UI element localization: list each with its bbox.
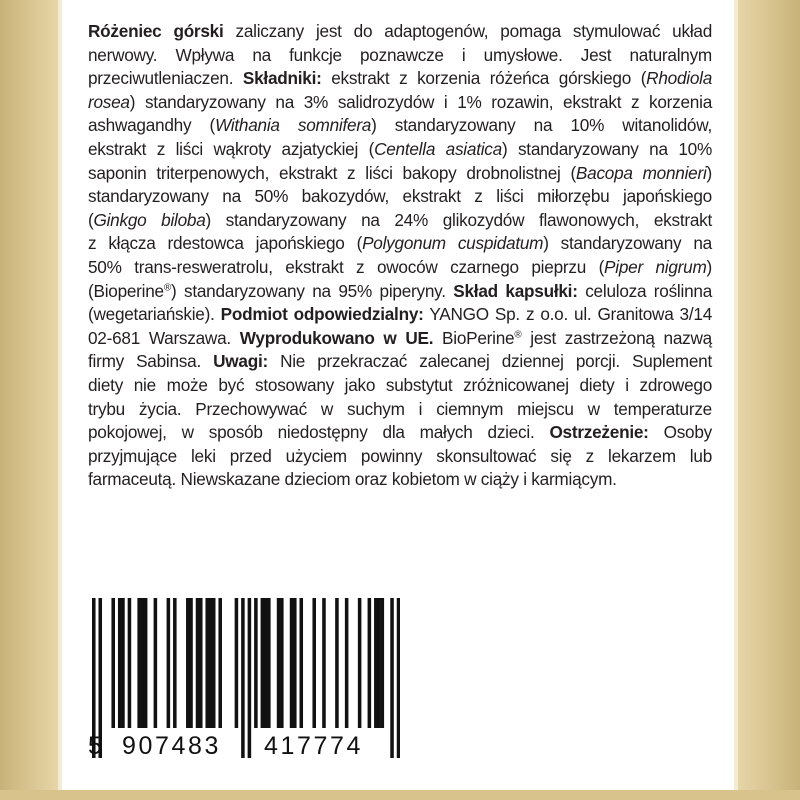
text-bold: Uwagi: <box>213 351 268 372</box>
text-line <box>88 256 712 280</box>
barcode-bar <box>212 598 216 728</box>
barcode-bar <box>368 598 372 728</box>
text-segment: przyjmujące leki przed użyciem powinny skonsultować się z lekarzem lub <box>88 445 712 466</box>
text-segment: ) standaryzowany na 10% <box>501 138 712 159</box>
gold-border-bottom <box>0 790 800 800</box>
text-segment: standaryzowany na 50% bakozydów, ekstrakt z liści miłorzębu japońskiego <box>88 186 712 207</box>
text-line <box>88 44 712 68</box>
barcode-bar <box>121 598 125 728</box>
text-segment: ashwagandhy ( <box>88 115 215 136</box>
registered-mark: ® <box>163 281 171 293</box>
registered-mark: ® <box>514 328 522 340</box>
barcode-bar <box>141 598 145 728</box>
barcode-digits-right: 417774 <box>264 732 364 760</box>
text-line <box>88 327 712 351</box>
text-segment: ) standaryzowany na 10% witanolidów, <box>371 115 712 136</box>
barcode-bar <box>293 598 297 728</box>
text-line <box>88 162 712 186</box>
text-italic: Ginkgo biloba <box>93 209 206 230</box>
text-line <box>88 468 712 492</box>
text-segment: BioPerine <box>433 327 515 348</box>
text-segment: farmaceutą. Niewskazane dzieciom oraz kobietom w ciąży i karmiącym. <box>88 469 617 490</box>
barcode-bar <box>111 598 115 728</box>
barcode-bar <box>290 598 294 728</box>
text-line <box>88 445 712 469</box>
text-segment: (Bioperine <box>88 280 164 301</box>
barcode-bar <box>299 598 303 728</box>
text-italic: Piper nigrum <box>604 256 707 277</box>
text-bold: Skład kapsułki: <box>453 280 578 301</box>
text-line <box>88 398 712 422</box>
barcode-bar <box>377 598 381 728</box>
barcode-bar <box>277 598 281 728</box>
barcode-bar <box>390 598 394 758</box>
barcode-bar <box>358 598 362 728</box>
text-segment: pokojowej, w sposób niedostępny dla małych dzieci. <box>88 422 550 443</box>
barcode-bar <box>154 598 158 728</box>
text-segment: ) standaryzowany na 24% glikozydów flawonowych, ekstrakt <box>205 209 712 230</box>
text-segment: firmy Sabinsa. <box>88 351 214 372</box>
text-bold: Podmiot odpowiedzialny: <box>220 304 424 325</box>
barcode-bar <box>209 598 213 728</box>
text-italic: Centella asiatica <box>374 138 502 159</box>
text-line <box>88 303 712 327</box>
text-segment: z kłącza rdestowca japońskiego ( <box>88 233 363 254</box>
text-segment: YANGO Sp. z o.o. ul. Granitowa 3/14 <box>423 304 713 325</box>
barcode-bar <box>118 598 122 728</box>
text-segment: trybu życia. Przechowywać w suchym i ciemnym miejscu w temperaturze <box>88 398 712 419</box>
text-segment: ) <box>706 256 713 277</box>
text-italic: Withania somnifera <box>214 115 372 136</box>
text-segment: przeciwutleniaczen. <box>88 68 243 89</box>
text-segment: nerwowy. Wpływa na funkcje poznawcze i umysłowe. Jest naturalnym <box>88 44 712 65</box>
barcode-bar <box>235 598 239 728</box>
text-segment: zaliczany jest do adaptogenów, pomaga stymulować układ <box>223 21 712 41</box>
text-line <box>88 67 712 91</box>
text-bold: Wyprodukowano w UE. <box>239 327 434 348</box>
text-line <box>88 114 712 138</box>
barcode-bar <box>261 598 265 728</box>
text-segment: Osoby <box>648 422 713 443</box>
text-line <box>88 350 712 374</box>
barcode-bar <box>374 598 378 728</box>
barcode-bar <box>196 598 200 728</box>
barcode-bar <box>381 598 385 728</box>
barcode-bar <box>218 598 222 728</box>
text-italic: Polygonum cuspidatum <box>362 233 544 254</box>
barcode-bar <box>248 598 252 758</box>
text-line <box>88 138 712 162</box>
gold-border-right <box>738 0 800 800</box>
text-segment: ) standaryzowany na 3% salidrozydów i 1% rozawin, ekstrakt z korzenia <box>129 91 712 112</box>
barcode-digit-first: 5 <box>88 732 105 760</box>
text-segment: ) <box>706 162 712 183</box>
text-segment: ) standaryzowany na 95% piperyny. <box>170 280 454 301</box>
text-segment: ekstrakt z liści wąkroty azjatyckiej ( <box>88 138 375 159</box>
barcode-bar <box>241 598 245 758</box>
barcode-digits-left: 907483 <box>122 732 222 760</box>
barcode-bar <box>189 598 193 728</box>
barcode-bar <box>345 598 349 728</box>
text-line <box>88 421 712 445</box>
barcode-bar <box>137 598 141 728</box>
text-bold: Ostrzeżenie: <box>549 422 649 443</box>
gold-border-left <box>0 0 58 800</box>
barcode-bar <box>173 598 177 728</box>
barcode-bar <box>254 598 258 728</box>
barcode-bar <box>267 598 271 728</box>
text-segment: ekstrakt z korzenia różeńca górskiego ( <box>321 68 647 89</box>
barcode-bar <box>280 598 284 728</box>
text-line <box>88 91 712 115</box>
text-line <box>88 20 712 44</box>
text-segment: 50% trans-resweratrolu, ekstrakt z owoców czarnego pieprzu ( <box>88 256 605 277</box>
text-segment: celuloza roślinna <box>577 280 712 301</box>
text-segment: ( <box>88 209 94 230</box>
text-segment: ) standaryzowany na <box>543 233 712 254</box>
barcode-bar <box>144 598 148 728</box>
barcode-bar <box>335 598 339 728</box>
text-italic: rosea <box>88 91 130 112</box>
barcode-bar <box>167 598 171 728</box>
text-segment: jest zastrzeżoną nazwą <box>521 327 712 348</box>
barcode-bar <box>264 598 268 728</box>
barcode-bar <box>312 598 316 728</box>
text-italic: Bacopa monnieri <box>575 162 707 183</box>
barcode-bar <box>186 598 190 728</box>
barcode-bar <box>397 598 400 758</box>
label-text-block <box>88 20 712 492</box>
text-italic: Rhodiola <box>646 68 713 89</box>
text-segment: saponin triterpenowych, ekstrakt z liści bakopy drobnolistnej ( <box>88 162 576 183</box>
text-segment: Nie przekraczać zalecanej dziennej porcji. Suplement <box>267 351 712 372</box>
text-line <box>88 374 712 398</box>
text-line <box>88 185 712 209</box>
text-bold: Różeniec górski <box>88 21 224 41</box>
text-segment: (wegetariańskie). <box>88 304 221 325</box>
text-segment: 02-681 Warszawa. <box>88 327 240 348</box>
barcode-bar <box>128 598 132 728</box>
barcode-bar <box>322 598 326 728</box>
barcode-bar <box>205 598 209 728</box>
text-line <box>88 232 712 256</box>
text-bold: Składniki: <box>242 68 322 89</box>
barcode-bar <box>199 598 203 728</box>
text-line <box>88 209 712 233</box>
text-segment: diety nie może być stosowany jako substytut zróżnicowanej diety i zdrowego <box>88 374 712 395</box>
text-line <box>88 280 712 304</box>
